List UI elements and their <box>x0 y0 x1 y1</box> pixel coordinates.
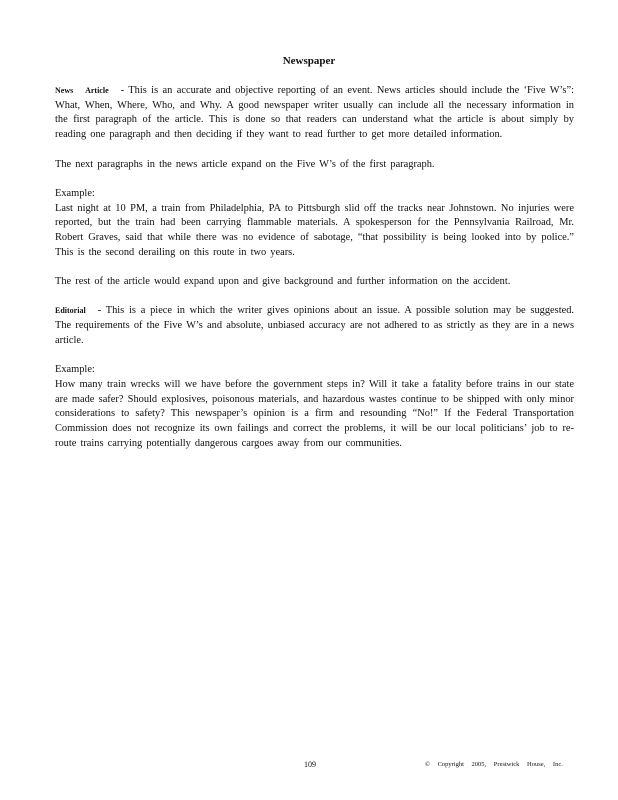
example-2-paragraph <box>55 363 574 451</box>
example-1-paragraph <box>55 187 574 261</box>
rest-of-article-text: The rest of the article would expand upon and give background and further information on the accident. <box>55 276 511 288</box>
page-title: Newspaper <box>282 55 336 67</box>
page-number: 109 <box>304 760 316 769</box>
news-article-term: News Article <box>55 86 109 95</box>
editorial-paragraph <box>55 304 574 348</box>
example-1-label: Example: <box>55 187 95 199</box>
news-article-paragraph <box>55 84 574 143</box>
example-2-label: Example: <box>55 364 95 376</box>
document-body <box>55 84 574 466</box>
example-2-text: How many train wrecks will we have before the government steps in? Will it take a fatality before trains in our state are made safer? Should explosives, poisonous materials, and hazardous wastes continue to be shipped with only minor considerations to safety? This newspaper’s opinion is a firm and resounding “No!” If the Federal Transportation Commission does not recognize its own failings and correct the problems, it will be our local politicians’ job to re-route trains carrying potentially dangerous cargoes away from our communities. <box>55 378 574 449</box>
editorial-definition: - This is a piece in which the writer gives opinions about an issue. A possible solution may be suggested. The requirements of the Five W’s and absolute, unbiased accuracy are not adhered to as strictly as they are in a news article. <box>55 305 574 346</box>
editorial-term: Editorial <box>55 306 86 316</box>
news-article-definition: - This is an accurate and objective reporting of an event. News articles should include the ‘Five W’s”: What, When, Where, Who, and Why. A good newspaper writer usually can include all the necessary information in the first paragraph of the article. This is done so that readers can understand what the article is about simply by reading one paragraph and then deciding if they want to read further to get more detailed information. <box>55 85 574 141</box>
next-paragraphs-text: The next paragraphs in the news article expand on the Five W’s of the first paragraph. <box>55 158 435 170</box>
example-1-text: Last night at 10 PM, a train from Philadelphia, PA to Pittsburgh slid off the tracks near Johnstown. No injuries were reported, but the train had been carrying flammable materials. A spokesperson for the Pennsylvania Railroad, Mr. Robert Graves, said that while there was no evidence of sabotage, “that possibility is being looked into by police.” This is the second derailing on this route in two years. <box>55 202 574 258</box>
copyright-notice: © Copyright 2005, Prestwick House, Inc. <box>425 761 563 768</box>
